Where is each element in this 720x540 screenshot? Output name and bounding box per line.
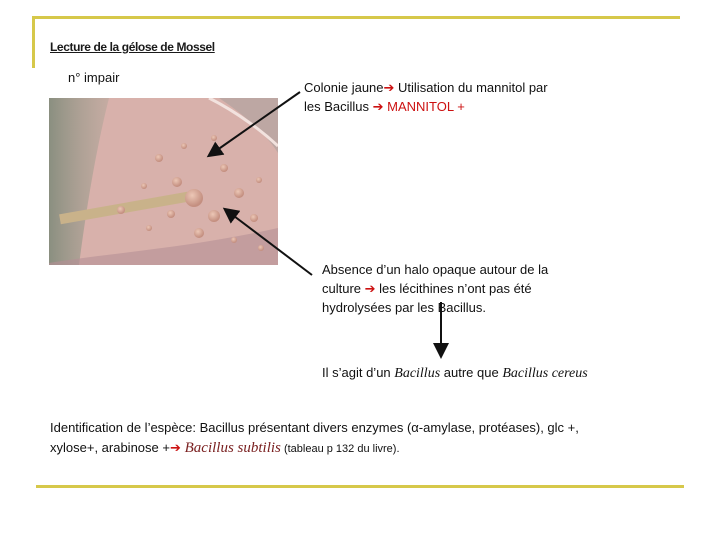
arrow-right-icon: ➔ <box>169 440 181 455</box>
reference-note: (tableau p 132 du livre). <box>280 443 400 455</box>
arrow-right-icon: ➔ <box>372 99 384 114</box>
petri-dish-image <box>49 98 278 265</box>
conclusion-text <box>322 365 588 382</box>
colony-line2: les Bacillus <box>304 99 373 114</box>
halo-line1: Absence d’un halo opaque autour de la <box>322 262 549 277</box>
subtitle: n° impair <box>68 70 120 85</box>
top-border <box>32 16 680 19</box>
conclusion-species: Bacillus cereus <box>502 366 588 381</box>
species-name: Bacillus subtilis <box>180 440 281 456</box>
colony-line1b: Utilisation du mannitol par <box>394 80 548 95</box>
identification-line1: Identification de l’espèce: Bacillus présentant divers enzymes (α-amylase, protéases), glc +, <box>50 420 579 435</box>
halo-line2a: culture <box>322 281 365 296</box>
mannitol-positive: MANNITOL + <box>383 99 465 114</box>
colony-yellow-text <box>304 78 624 116</box>
conclusion-middle: autre que <box>440 365 503 380</box>
arrow-right-icon: ➔ <box>383 80 395 95</box>
identification-line2: xylose+, arabinose + <box>50 440 170 455</box>
arrow-right-icon: ➔ <box>364 281 376 296</box>
halo-line3: hydrolysées par les Bacillus. <box>322 300 487 315</box>
halo-line2b: les lécithines n’ont pas été <box>375 281 532 296</box>
identification-text <box>50 418 690 459</box>
petri-dish-photo <box>49 98 278 265</box>
left-border <box>32 16 35 68</box>
bottom-border <box>36 485 684 488</box>
halo-absence-text <box>322 260 602 317</box>
conclusion-genus: Bacillus <box>394 366 441 381</box>
conclusion-prefix: Il s’agit d’un <box>322 365 395 380</box>
colony-line1: Colonie jaune <box>304 80 384 95</box>
page-title: Lecture de la gélose de Mossel <box>50 40 215 54</box>
